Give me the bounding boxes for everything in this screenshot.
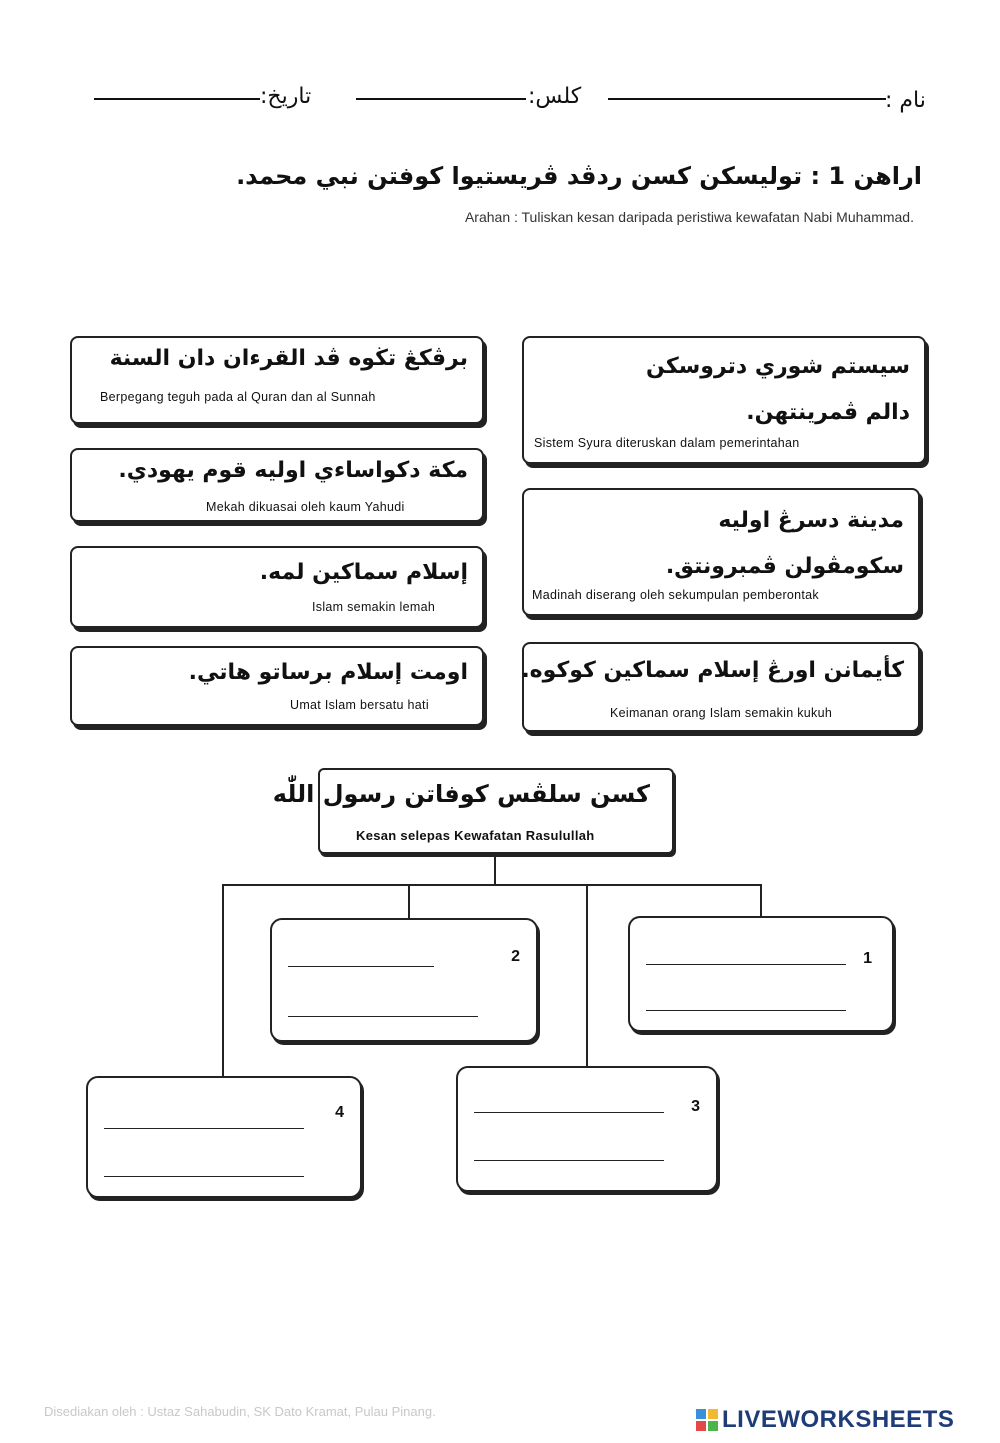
logo-icon: [696, 1409, 718, 1431]
class-label: كلس:: [528, 84, 582, 109]
answer-box-2[interactable]: [270, 918, 538, 1042]
name-label: نام :: [885, 88, 926, 113]
card-jawi: مكة دكواساءي اوليه قوم يهودي.: [118, 458, 468, 483]
answer-line[interactable]: [104, 1128, 304, 1129]
answer-card[interactable]: [70, 336, 484, 424]
diagram-title-box: [272, 768, 674, 854]
answer-box-4[interactable]: [86, 1076, 362, 1198]
card-jawi: برڤكڠ تڬوه ڤد القرءان دان السنة: [109, 346, 468, 371]
card-malay: Mekah dikuasai oleh kaum Yahudi: [206, 500, 405, 514]
card-malay: Madinah diserang oleh sekumpulan pemberontak: [532, 588, 819, 602]
card-jawi: كأيمانن اورڠ إسلام سماكين كوكوه.: [521, 658, 904, 683]
answer-card[interactable]: [522, 642, 920, 732]
logo-text: LIVEWORKSHEETS: [722, 1406, 955, 1433]
box-number: 2: [511, 948, 520, 965]
card-jawi: سيستم شوري دتروسكن دالم ڤمرينتهن.: [646, 354, 910, 425]
answer-card[interactable]: [522, 488, 920, 616]
card-jawi: مدينة دسرڠ اوليه سکومڤولن ڤمبرونتق.: [665, 508, 904, 579]
instruction-jawi: اراهن 1 : توليسكن كسن ردڤد ڤريستيوا كوفتن نبي محمد.: [236, 162, 922, 190]
card-malay: Islam semakin lemah: [312, 600, 436, 614]
box-number: 4: [335, 1104, 344, 1121]
answer-card[interactable]: [70, 646, 484, 726]
box-number: 1: [863, 950, 872, 967]
class-field[interactable]: [356, 98, 526, 100]
card-jawi: إسلام سماكين لمه.: [259, 560, 468, 585]
answer-line[interactable]: [104, 1176, 304, 1177]
answer-line[interactable]: [288, 966, 434, 967]
answer-card[interactable]: [522, 336, 926, 464]
answer-line[interactable]: [474, 1160, 664, 1161]
answer-card[interactable]: [70, 448, 484, 522]
answer-card[interactable]: [70, 546, 484, 628]
box-number: 3: [691, 1098, 700, 1115]
footer-credit: Disediakan oleh : Ustaz Sahabudin, SK Dato Kramat, Pulau Pinang.: [44, 1404, 436, 1419]
card-malay: Berpegang teguh pada al Quran dan al Sunnah: [100, 390, 376, 404]
card-malay: Keimanan orang Islam semakin kukuh: [610, 706, 833, 720]
liveworksheets-logo[interactable]: [696, 1406, 954, 1434]
card-jawi: اومت إسلام برساتو هاتي.: [188, 660, 468, 685]
diagram-title-malay: Kesan selepas Kewafatan Rasulullah: [356, 828, 595, 843]
date-label: تاريخ:: [260, 84, 312, 109]
answer-line[interactable]: [288, 1016, 478, 1017]
name-field[interactable]: [608, 98, 886, 100]
answer-box-3[interactable]: [456, 1066, 718, 1192]
card-malay: Umat Islam bersatu hati: [290, 698, 429, 712]
answer-box-1[interactable]: [628, 916, 894, 1032]
answer-line[interactable]: [474, 1112, 664, 1113]
answer-line[interactable]: [646, 1010, 846, 1011]
answer-line[interactable]: [646, 964, 846, 965]
card-malay: Sistem Syura diteruskan dalam pemerintahan: [534, 436, 800, 450]
instruction-malay: Arahan : Tuliskan kesan daripada peristiwa kewafatan Nabi Muhammad.: [464, 209, 914, 225]
diagram-title-jawi: كسن سلڤس كوفاتن رسول اللّٰه: [272, 780, 650, 808]
date-field[interactable]: [94, 98, 260, 100]
